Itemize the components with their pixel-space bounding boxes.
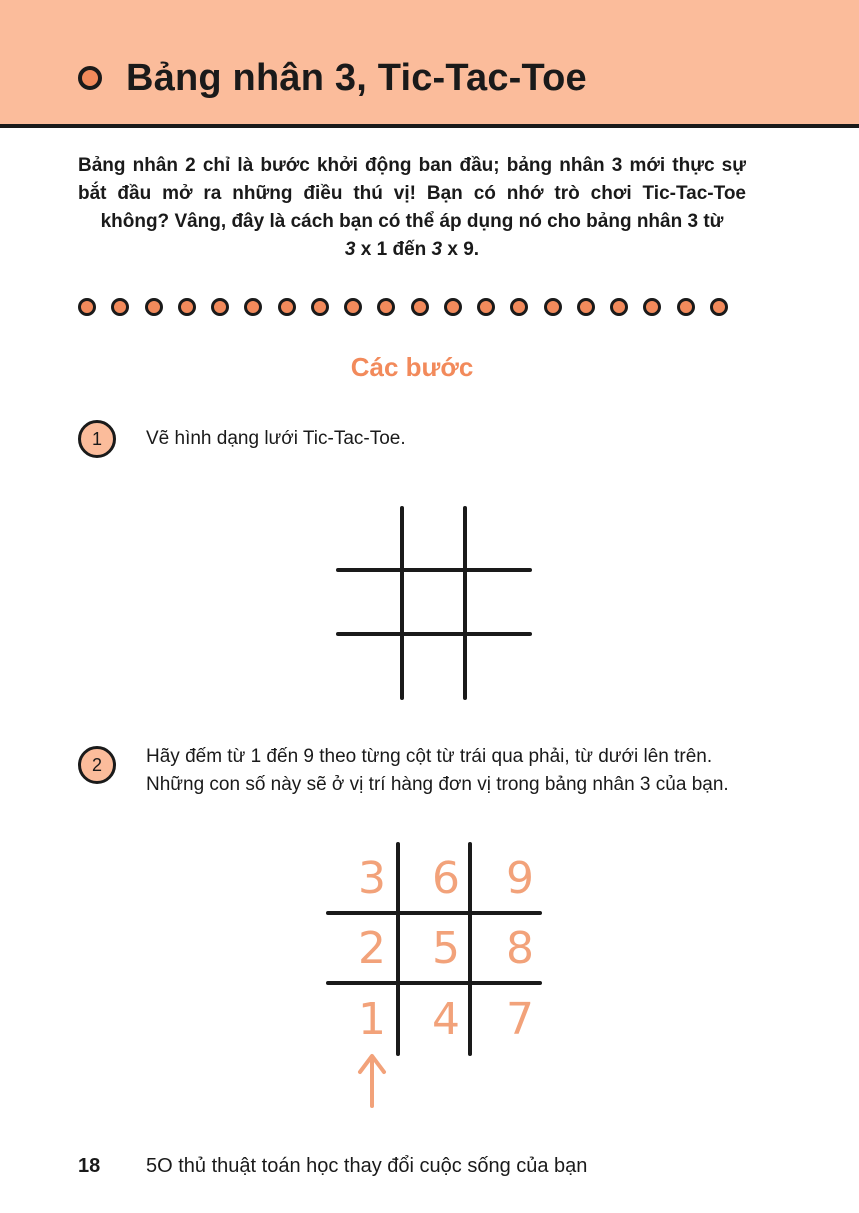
step-1-badge (78, 420, 116, 458)
intro-text: Bảng nhân 2 chỉ là bước khởi động ban đầu; bảng nhân 3 mới thực sự bắt đầu mở ra những điều thú vị! Bạn có nhớ trò chơi Tic-Tac-Toe không? Vâng, đây là cách bạn có thể áp dụng nó cho bảng nhân 3 từ (78, 155, 746, 232)
grid-number-1: 1 (358, 994, 386, 1045)
grid-number-8: 8 (506, 923, 534, 974)
up-arrow-icon (360, 1056, 384, 1106)
dot-icon (411, 298, 429, 316)
intro-paragraph (78, 152, 746, 264)
grid-number-7: 7 (506, 994, 534, 1045)
dot-icon (78, 298, 96, 316)
page-number: 18 (78, 1155, 101, 1177)
dot-icon (510, 298, 528, 316)
grid-number-5: 5 (432, 923, 460, 974)
dot-icon (544, 298, 562, 316)
intro-range-start-number: 3 (344, 239, 356, 260)
intro-range-end-text: x 9. (447, 239, 480, 260)
header-bullet-icon (78, 66, 102, 90)
grid-number-9: 9 (506, 853, 534, 904)
grid-number-3: 3 (358, 853, 386, 904)
intro-range-start-text: x 1 đến (360, 239, 427, 260)
intro-range-end-number: 3 (431, 239, 443, 260)
dot-icon (477, 298, 495, 316)
step-1-text: Vẽ hình dạng lưới Tic-Tac-Toe. (146, 428, 406, 449)
dot-icon (610, 298, 628, 316)
dot-icon (677, 298, 695, 316)
dot-icon (444, 298, 462, 316)
dot-icon (377, 298, 395, 316)
dot-icon (577, 298, 595, 316)
dot-icon (710, 298, 728, 316)
step-1-number: 1 (91, 428, 102, 449)
dot-icon (278, 298, 296, 316)
step-2-text: Hãy đếm từ 1 đến 9 theo từng cột từ trái qua phải, từ dưới lên trên. Những con số này sẽ ở vị trí hàng đơn vị trong bảng nhân 3 của bạn. (146, 746, 729, 795)
page-header (0, 0, 859, 128)
step-2-badge (78, 746, 116, 784)
grid-number-6: 6 (432, 853, 460, 904)
empty-tic-tac-toe-grid (330, 500, 540, 706)
dot-icon (643, 298, 661, 316)
page-title: Bảng nhân 3, Tic-Tac-Toe (126, 57, 587, 99)
grid-number-2: 2 (358, 923, 386, 974)
grid-number-4: 4 (432, 994, 460, 1045)
dot-icon (211, 298, 229, 316)
step-2-number: 2 (91, 754, 102, 775)
dot-icon (311, 298, 329, 316)
book-title-footer: 5O thủ thuật toán học thay đổi cuộc sống của bạn (146, 1155, 588, 1177)
dot-icon (145, 298, 163, 316)
numbered-tic-tac-toe-grid (320, 836, 550, 1116)
dot-icon (178, 298, 196, 316)
dot-icon (111, 298, 129, 316)
section-title-steps: Các bước (350, 352, 474, 382)
dot-icon (244, 298, 262, 316)
decorative-dot-divider (78, 298, 728, 318)
dot-icon (344, 298, 362, 316)
